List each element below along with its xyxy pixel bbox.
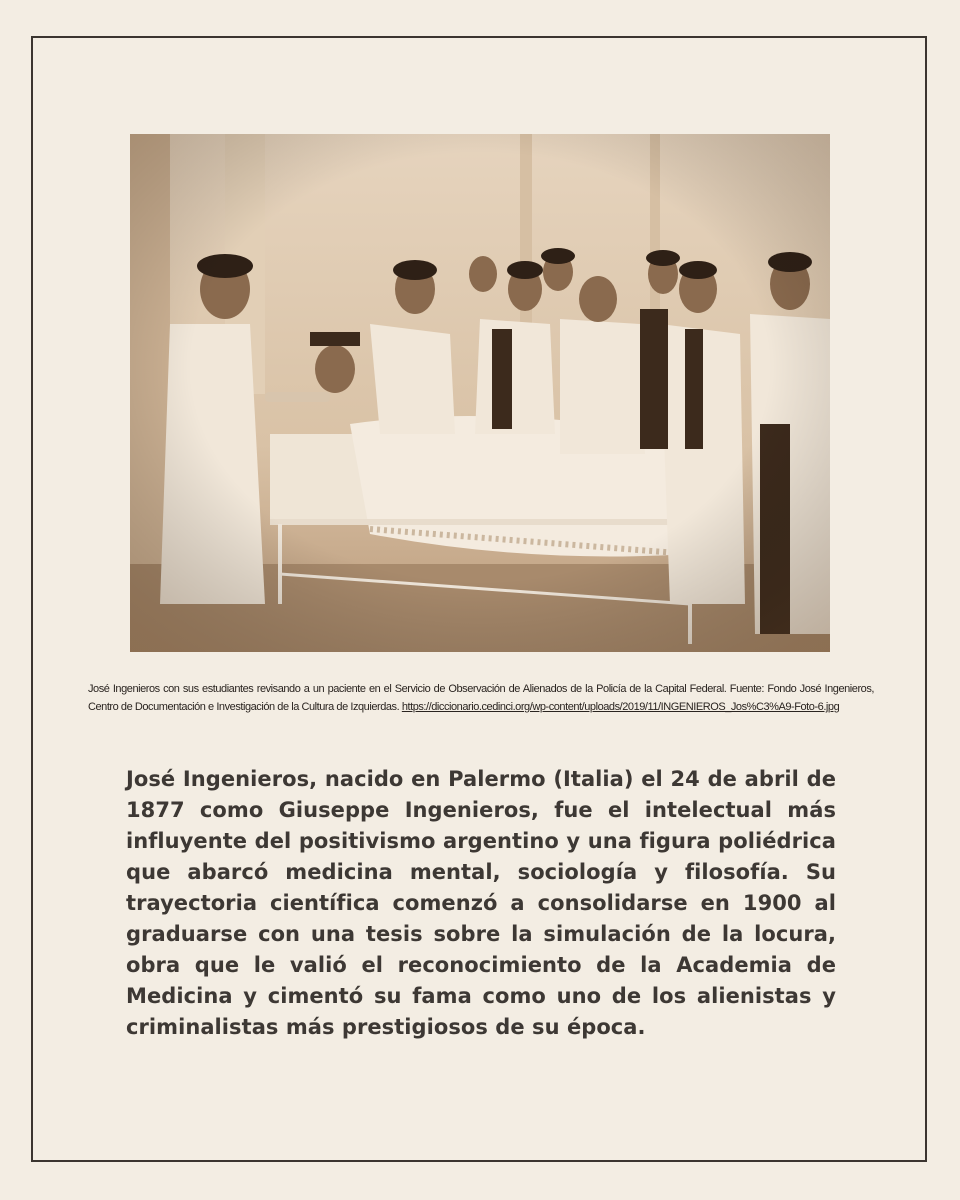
photo-caption [88,680,874,716]
caption-text: José Ingenieros con sus estudiantes revisando a un paciente en el Servicio de Observación de Alienados de la Policía de la Capital Federal. Fuente: Fondo José Ingenieros, Centro de Documentación e Investigación de la Cultura de Izquierdas. [88,683,874,713]
biography-paragraph: José Ingenieros, nacido en Palermo (Italia) el 24 de abril de 1877 como Giuseppe Ingenieros, fue el intelectual más influyente del positivismo argentino y una figura poliédrica que abarcó medicina mental, sociología y filosofía. Su trayectoria científica comenzó a consolidarse en 1900 al graduarse con una tesis sobre la simulación de la locura, obra que le valió el reconocimiento de la Academia de Medicina y cimentó su fama como uno de los alienistas y criminalistas más prestigiosos de su época. [126,767,836,1039]
caption-source-link[interactable]: https://diccionario.cedinci.org/wp-content/uploads/2019/11/INGENIEROS_Jos%C3%A9-Foto-6.jpg [401,701,840,713]
photo-illustration [130,134,830,652]
historical-photo [130,134,830,652]
